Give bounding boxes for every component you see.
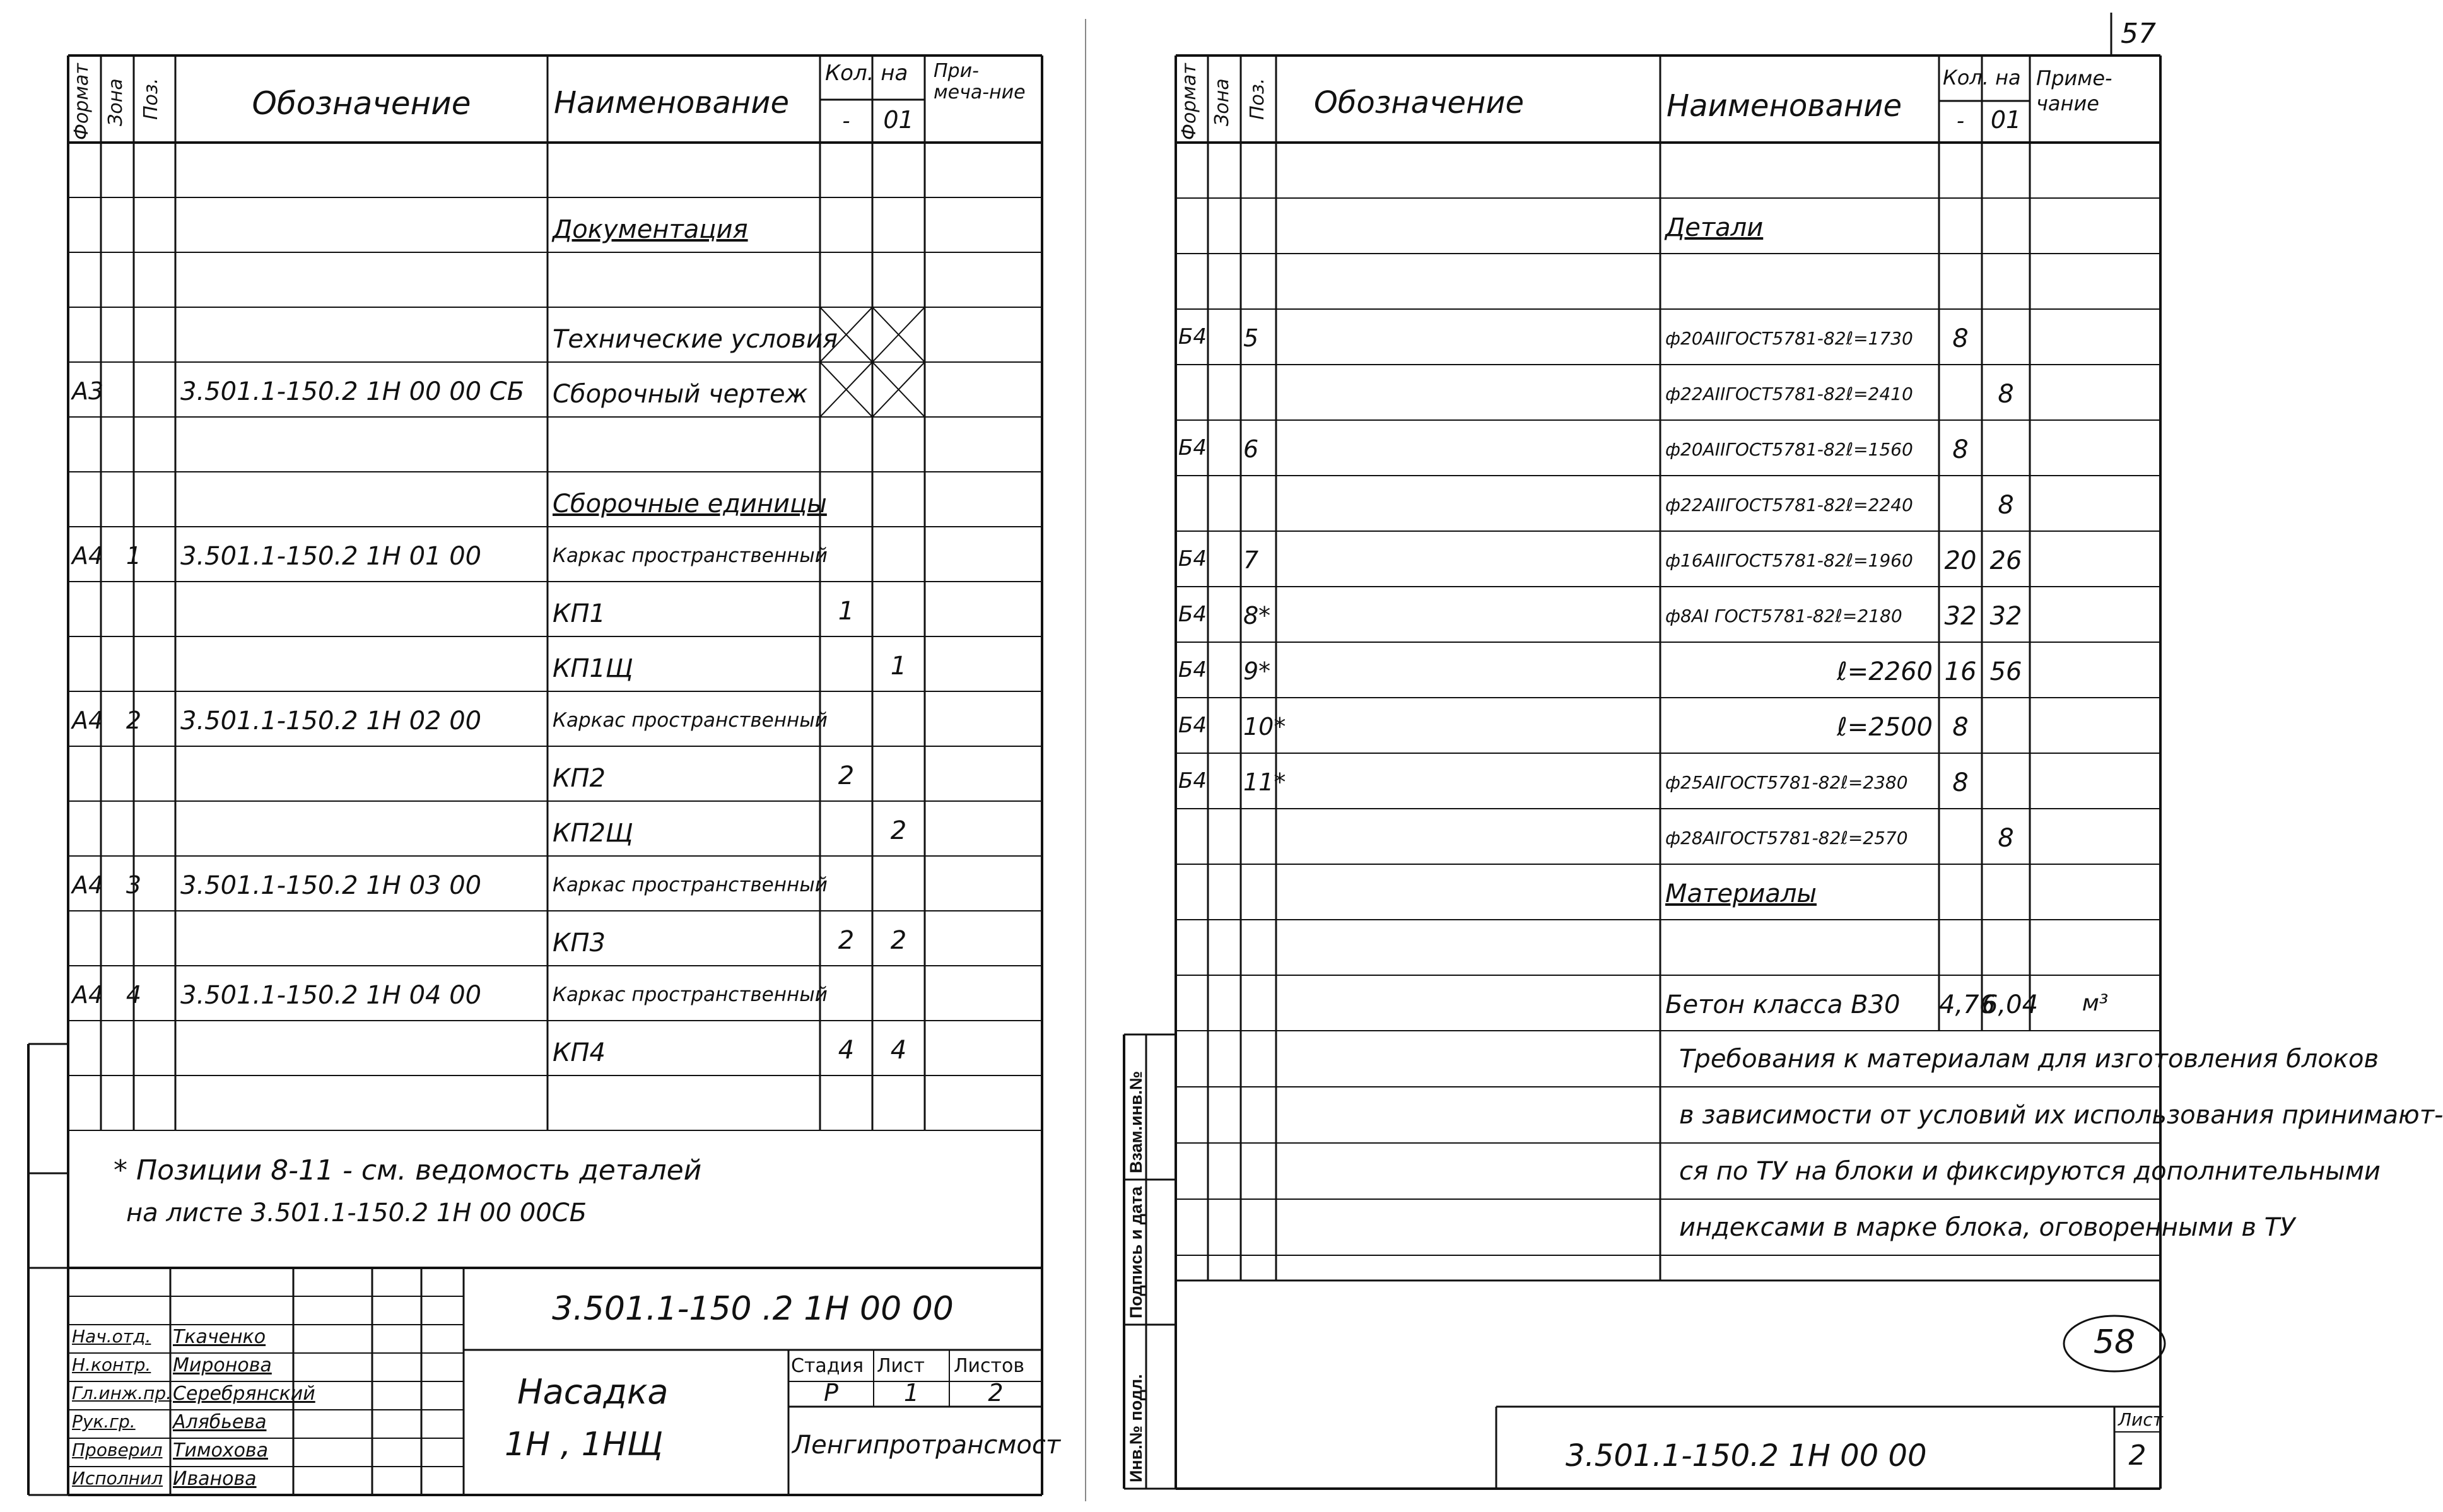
header-format: Формат — [71, 63, 93, 140]
row-format: Б4 — [1178, 602, 1207, 627]
header-qty-a: - — [1956, 108, 1965, 134]
sheets-label: Листов — [954, 1355, 1025, 1377]
row-position: 2 — [126, 706, 142, 734]
row-name: Сборочный чертеж — [553, 380, 808, 409]
titleblock-doc-code: 3.501.1-150 .2 1Н 00 00 — [552, 1290, 954, 1328]
signer-role: Исполнил — [72, 1468, 163, 1489]
header-qty-b: 01 — [1990, 106, 2022, 134]
row-name: Документация — [553, 215, 748, 244]
row-designation: 3.501.1-150.2 1Н 04 00 — [180, 981, 482, 1010]
row-designation: 3.501.1-150.2 1Н 03 00 — [180, 871, 482, 900]
row-qty-b: 8 — [1998, 380, 2014, 409]
row-name: ф16АIIГОСТ5781-82ℓ=1960 — [1665, 550, 1913, 571]
row-position: 8* — [1243, 602, 1271, 630]
row-name: ф20АIIГОСТ5781-82ℓ=1560 — [1665, 439, 1913, 460]
row-name: ф8АI ГОСТ5781-82ℓ=2180 — [1665, 606, 1902, 626]
row-name: Каркас пространственный — [553, 544, 828, 567]
signer-role: Рук.гр. — [72, 1411, 136, 1432]
row-name: Бетон класса В30 — [1665, 990, 1901, 1019]
header-designation: Обозначение — [1314, 85, 1525, 120]
stamp-inv-no: Инв.№ подл. — [1127, 1374, 1145, 1482]
row-qty-a: 1 — [838, 597, 855, 626]
requirements-line: индексами в марке блока, оговоренными в ТУ — [1679, 1213, 2295, 1242]
organization: Ленгипротрансмост — [792, 1431, 1061, 1460]
titleblock-subtitle: 1Н , 1НЩ — [505, 1426, 663, 1463]
row-qty-b: 8 — [1998, 491, 2014, 520]
row-name: Технические условия — [553, 325, 838, 354]
sheet-value: 1 — [903, 1379, 920, 1407]
row-qty-b: 6,04 — [1982, 990, 2039, 1019]
row-qty-a: 8 — [1952, 435, 1969, 464]
titleblock-title: Насадка — [517, 1372, 669, 1412]
row-name: Детали — [1665, 213, 1764, 242]
row-position: 10* — [1243, 713, 1286, 741]
header-zone: Зона — [105, 78, 127, 126]
row-qty-a: 4 — [838, 1036, 855, 1065]
row-name: ф25АIГОСТ5781-82ℓ=2380 — [1665, 772, 1908, 793]
signer-name: Миронова — [173, 1354, 272, 1376]
row-qty-b: 1 — [890, 652, 907, 681]
row-qty-a: 32 — [1944, 602, 1977, 631]
signer-name: Тимохова — [173, 1439, 268, 1462]
row-qty-b: 2 — [890, 926, 907, 955]
row-name: ф22АIIГОСТ5781-82ℓ=2410 — [1665, 384, 1913, 404]
sheet-value: 2 — [2128, 1439, 2147, 1472]
row-format: А4 — [72, 871, 104, 899]
signer-name: Иванова — [173, 1468, 257, 1490]
row-name: Сборочные единицы — [553, 489, 827, 519]
signer-role: Нач.отд. — [72, 1326, 151, 1347]
row-qty-a: 4,76 — [1939, 990, 1996, 1019]
doc-code: 3.501.1-150.2 1Н 00 00 — [1566, 1438, 1927, 1474]
row-position: 5 — [1243, 324, 1259, 352]
header-pos: Поз. — [1246, 78, 1268, 120]
circled-number: 58 — [2093, 1323, 2136, 1361]
row-qty-b: 4 — [890, 1036, 907, 1065]
row-name: КП1 — [553, 599, 606, 628]
row-qty-b: 56 — [1989, 657, 2022, 686]
row-qty-b: 32 — [1989, 602, 2022, 631]
header-note: Приме-чание — [2036, 66, 2112, 115]
row-qty-a: 16 — [1944, 657, 1977, 686]
signer-name: Алябьева — [173, 1411, 267, 1433]
requirements-line: Требования к материалам для изготовления блоков — [1679, 1045, 2379, 1074]
header-name: Наименование — [1667, 88, 1902, 124]
row-position: 11* — [1243, 768, 1286, 796]
row-qty-b: 8 — [1998, 824, 2014, 853]
signer-name: Серебрянский — [173, 1383, 315, 1405]
stage-label: Стадия — [791, 1355, 864, 1377]
row-qty-a: 8 — [1952, 713, 1969, 742]
header-qty-a: - — [842, 108, 850, 134]
row-qty-a: 2 — [838, 761, 855, 790]
row-format: А4 — [72, 542, 104, 570]
signer-role: Гл.инж.пр. — [72, 1383, 172, 1404]
row-format: Б4 — [1178, 768, 1207, 794]
row-format: А4 — [72, 706, 104, 734]
row-name: КП1Щ — [553, 654, 633, 683]
header-format: Формат — [1178, 63, 1200, 140]
right-grid — [1086, 0, 2188, 1512]
row-name: КП2Щ — [553, 819, 633, 848]
row-name: КП2 — [553, 764, 606, 793]
row-designation: 3.501.1-150.2 1Н 02 00 — [180, 706, 482, 735]
page-sheet-number: 57 — [2121, 18, 2156, 50]
row-format: Б4 — [1178, 435, 1207, 460]
left-sheet — [0, 0, 1085, 1512]
requirements-line: ся по ТУ на блоки и фиксируются дополнительными — [1679, 1157, 2381, 1186]
row-format: Б4 — [1178, 324, 1207, 349]
header-qty-title: Кол. на — [825, 61, 908, 86]
row-name: КП4 — [553, 1038, 606, 1067]
header-pos: Поз. — [140, 78, 162, 120]
stamp-replace-inv: Взам.инв.№ — [1127, 1070, 1145, 1173]
row-format: А3 — [72, 377, 104, 405]
row-name: Каркас пространственный — [553, 983, 828, 1006]
row-qty-a: 8 — [1952, 768, 1969, 797]
row-name: Каркас пространственный — [553, 874, 828, 896]
row-position: 9* — [1243, 657, 1271, 685]
footnote-line2: на листе 3.501.1-150.2 1Н 00 00СБ — [126, 1198, 587, 1228]
header-qty-title: Кол. на — [1943, 66, 2021, 90]
row-qty-b: 2 — [890, 816, 907, 845]
right-sheet — [1086, 0, 2443, 1512]
row-name: КП3 — [553, 929, 606, 958]
row-format: Б4 — [1178, 546, 1207, 571]
row-format: Б4 — [1178, 657, 1207, 683]
stage-value: Р — [824, 1379, 838, 1407]
row-name: ф20АIIГОСТ5781-82ℓ=1730 — [1665, 328, 1913, 349]
left-grid — [0, 0, 1085, 1512]
row-qty-b: 26 — [1989, 546, 2022, 575]
sheet-label: Лист — [877, 1355, 925, 1377]
row-format: А4 — [72, 981, 104, 1009]
header-zone: Зона — [1211, 78, 1233, 126]
sheet-label: Лист — [2118, 1409, 2163, 1430]
row-name: ф28АIГОСТ5781-82ℓ=2570 — [1665, 828, 1908, 848]
row-format: Б4 — [1178, 713, 1207, 738]
sheets-value: 2 — [988, 1379, 1004, 1407]
row-note: м³ — [2082, 990, 2109, 1016]
row-position: 3 — [126, 871, 142, 899]
signer-role: Н.контр. — [72, 1354, 151, 1375]
row-name: Каркас пространственный — [553, 709, 828, 732]
row-qty-a: 2 — [838, 926, 855, 955]
row-qty-a: 8 — [1952, 324, 1969, 353]
row-position: 4 — [126, 981, 142, 1009]
row-name: ф22АIIГОСТ5781-82ℓ=2240 — [1665, 495, 1913, 515]
row-qty-a: 20 — [1944, 546, 1977, 575]
header-qty-b: 01 — [883, 106, 914, 134]
row-position: 7 — [1243, 546, 1259, 574]
footnote-line1: * Позиции 8-11 - см. ведомость деталей — [114, 1154, 702, 1187]
header-designation: Обозначение — [252, 85, 471, 122]
row-position: 6 — [1243, 435, 1259, 463]
signer-role: Проверил — [72, 1439, 163, 1460]
requirements-line: в зависимости от условий их использования принимают- — [1679, 1101, 2443, 1130]
row-name: ℓ=2500 — [1837, 713, 1933, 742]
header-name: Наименование — [554, 85, 790, 120]
row-position: 1 — [126, 542, 142, 570]
header-note: При-меча-ние — [934, 60, 1026, 103]
row-name: ℓ=2260 — [1837, 657, 1933, 686]
row-name: Материалы — [1665, 879, 1817, 908]
row-designation: 3.501.1-150.2 1Н 00 00 СБ — [180, 377, 525, 406]
row-designation: 3.501.1-150.2 1Н 01 00 — [180, 542, 482, 571]
signer-name: Ткаченко — [173, 1326, 266, 1348]
stamp-signature-date: Подпись и дата — [1127, 1186, 1145, 1318]
